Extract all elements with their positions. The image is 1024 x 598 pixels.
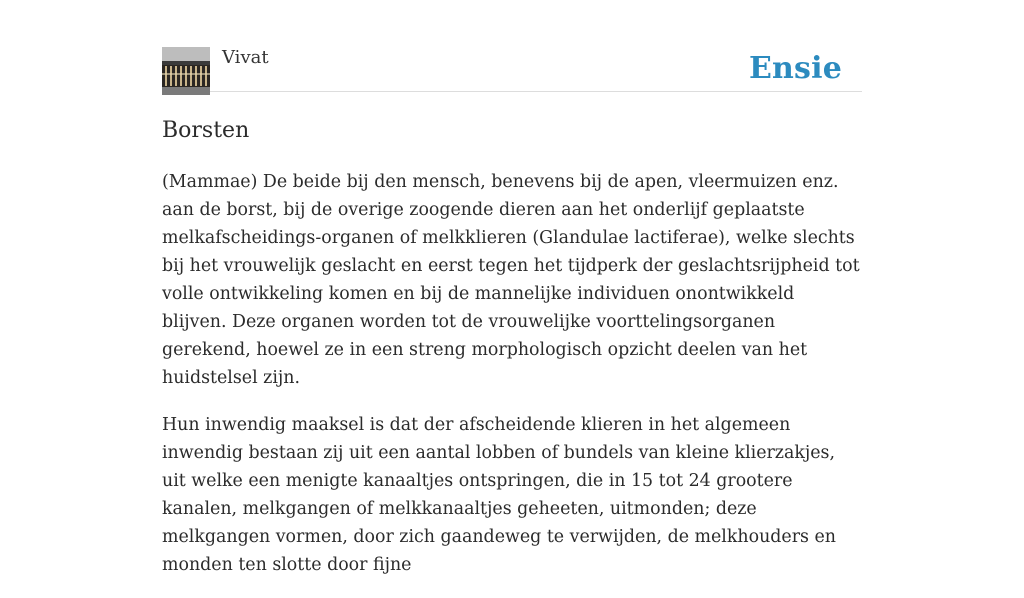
article-paragraph: (Mammae) De beide bij den mensch, benevens bij de apen, vleermuizen enz. aan de borst, bij de overige zoogende dieren aan het onderlijf geplaatste melkafscheidings-organen of melkklieren (Glandulae lactiferae), welke slechts bij het vrouwelijk geslacht en eerst tegen het tijdperk der geslachtsrijpheid tot volle ontwikkeling komen en bij de mannelijke individuen onontwikkeld blijven. Deze organen worden tot de vrouwelijke voorttelingsorganen gerekend, hoewel ze in een streng morphologisch opzicht deelen van het huidstelsel zijn. [162,172,860,388]
article-paragraph: Hun inwendig maaksel is dat der afscheidende klieren in het algemeen inwendig bestaan zij uit een aantal lobben of bundels van kleine klierzakjes, uit welke een menigte kanaaltjes ontspringen, die in 15 tot 24 grootere kanalen, melkgangen of melkkanaaltjes geheeten, uitmonden; deze melkgangen vormen, door zich gaandeweg te verwijden, de melkhouders en monden ten slotte door fijne [162,415,836,575]
book-spines-icon [162,47,210,95]
ensie-logo[interactable]: Ensie [748,51,842,86]
article-title: Borsten [162,118,250,143]
source-avatar[interactable] [162,47,210,95]
header [162,44,862,92]
article-body [162,168,862,598]
source-name[interactable]: Vivat [222,47,269,68]
